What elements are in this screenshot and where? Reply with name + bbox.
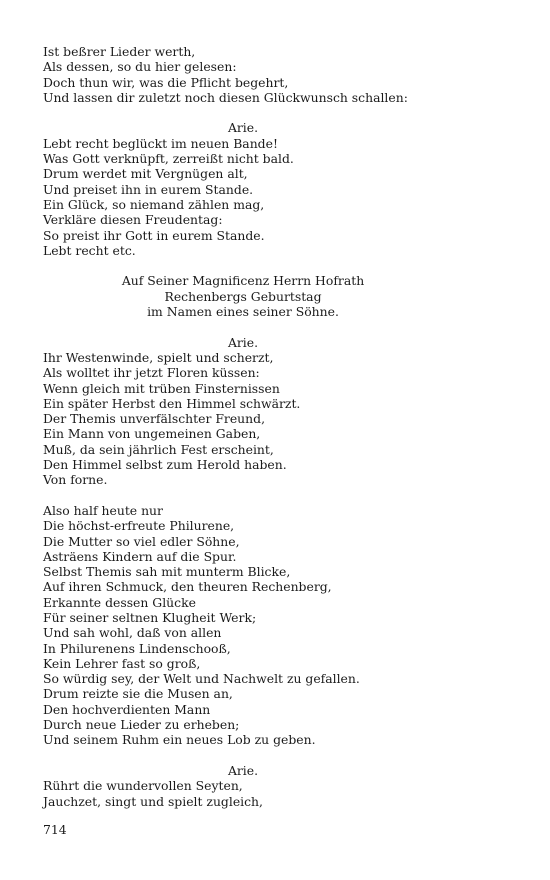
verse-line: So würdig sey, der Welt und Nachwelt zu gefallen. <box>43 671 360 687</box>
stanza-gap <box>43 258 493 273</box>
aria-heading: Arie. <box>227 762 259 778</box>
verse-line: Ein später Herbst den Himmel schwärzt. <box>43 395 301 411</box>
verse-line: Ein Glück, so niemand zählen mag, <box>43 196 265 212</box>
verse-line: Asträens Kindern auf die Spur. <box>43 548 237 564</box>
verse-line: Für seiner seltnen Klugheit Werk; <box>43 609 257 625</box>
verse-line: In Philurenens Lindenschooß, <box>43 640 231 656</box>
verse-line: Den Himmel selbst zum Herold haben. <box>43 457 287 473</box>
aria-heading: Arie. <box>227 334 259 350</box>
stanza-gap <box>43 105 493 120</box>
verse-line: Drum werdet mit Vergnügen alt, <box>43 166 248 182</box>
aria-stanza <box>43 350 493 488</box>
verse-line: Die höchst-erfreute Philurene, <box>43 518 235 534</box>
poem-title <box>43 273 493 319</box>
verse-line: Und preiset ihn in eurem Stande. <box>43 181 254 197</box>
verse-line: Lebt recht etc. <box>43 242 136 258</box>
verse-line: Was Gott verknüpft, zerreißt nicht bald. <box>43 151 294 167</box>
title-line: Auf Seiner Magnificenz Herrn Hofrath <box>121 273 365 289</box>
aria-stanza <box>43 136 493 258</box>
verse-line: Kein Lehrer fast so groß, <box>43 655 201 671</box>
poem-page <box>43 44 493 809</box>
title-line: im Namen eines seiner Söhne. <box>147 304 339 320</box>
title-line: Rechenbergs Geburtstag <box>164 288 322 304</box>
verse-line: Ihr Westenwinde, spielt und scherzt, <box>43 349 274 365</box>
verse-line: Also half heute nur <box>43 502 163 518</box>
stanza-gap <box>43 488 493 503</box>
verse-line: Von forne. <box>43 472 108 488</box>
verse-line: Durch neue Lieder zu erheben; <box>43 717 240 733</box>
verse-line: Ist beßrer Lieder werth, <box>43 44 196 59</box>
verse-line: Jauchzet, singt und spielt zugleich, <box>43 793 263 809</box>
aria-stanza <box>43 778 493 809</box>
verse-line: Wenn gleich mit trüben Finsternissen <box>43 380 280 396</box>
verse-line: Ein Mann von ungemeinen Gaben, <box>43 426 261 442</box>
verse-line: Und seinem Ruhm ein neues Lob zu geben. <box>43 732 316 748</box>
verse-line: Muß, da sein jährlich Fest erscheint, <box>43 441 274 457</box>
verse-line: Der Themis unverfälschter Freund, <box>43 411 266 427</box>
page-number: 714 <box>43 822 67 837</box>
recitative-stanza <box>43 503 493 748</box>
verse-line: Und lassen dir zuletzt noch diesen Glückwunsch schallen: <box>43 89 408 105</box>
verse-line: Erkannte dessen Glücke <box>43 594 196 610</box>
verse-line: Rührt die wundervollen Seyten, <box>43 778 243 794</box>
verse-line: Verkläre diesen Freudentag: <box>43 212 223 228</box>
verse-line: Selbst Themis sah mit munterm Blicke, <box>43 564 291 580</box>
verse-line: Doch thun wir, was die Pflicht begehrt, <box>43 74 289 90</box>
verse-line: Als wolltet ihr jetzt Floren küssen: <box>43 365 260 381</box>
verse-line: Drum reizte sie die Musen an, <box>43 686 233 702</box>
aria-heading: Arie. <box>227 120 259 136</box>
verse-line: So preist ihr Gott in eurem Stande. <box>43 227 265 243</box>
verse-line: Und sah wohl, daß von allen <box>43 625 222 641</box>
verse-line: Auf ihren Schmuck, den theuren Rechenberg, <box>43 579 332 595</box>
verse-line: Die Mutter so viel edler Söhne, <box>43 533 240 549</box>
stanza-gap <box>43 319 493 334</box>
verse-line: Den hochverdienten Mann <box>43 701 211 717</box>
stanza-gap <box>43 748 493 763</box>
verse-line: Als dessen, so du hier gelesen: <box>43 59 237 75</box>
verse-line: Lebt recht beglückt im neuen Bande! <box>43 135 278 151</box>
opening-stanza <box>43 44 493 105</box>
